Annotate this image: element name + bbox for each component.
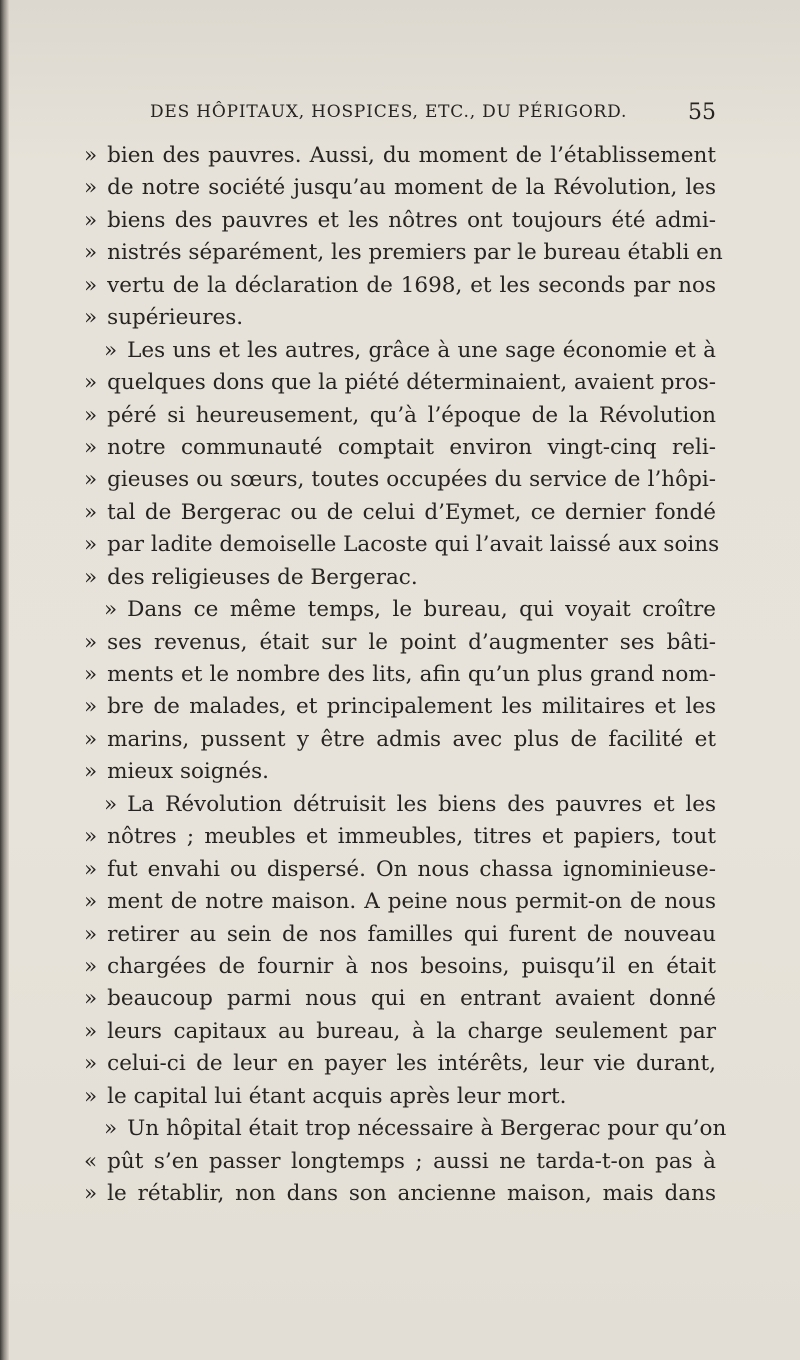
line-text: celui-ci de leur en payer les intérêts, leur vie durant, [107, 1051, 716, 1077]
line-text: Dans ce même temps, le bureau, qui voyait croître [127, 597, 716, 623]
text-line [84, 367, 716, 399]
quote-mark: » [84, 1018, 98, 1044]
text-line [84, 270, 716, 302]
line-text: chargées de fournir à nos besoins, puisqu’il en était [107, 953, 716, 979]
header-title: DES HÔPITAUX, HOSPICES, ETC., DU PÉRIGORD. [150, 102, 628, 122]
line-text: le rétablir, non dans son ancienne maison, mais dans [107, 1181, 716, 1206]
quote-mark: » [104, 791, 118, 817]
quote-mark: » [84, 402, 98, 428]
line-text: gieuses ou sœurs, toutes occupées du service de l’hôpi- [107, 467, 716, 493]
quote-mark: » [84, 370, 98, 396]
text-line [84, 854, 716, 886]
quote-mark: » [84, 726, 98, 752]
line-text: pût s’en passer longtemps ; aussi ne tarda-t-on pas à [107, 1148, 716, 1174]
quote-mark: » [84, 889, 98, 915]
text-line [84, 172, 716, 204]
line-text: retirer au sein de nos familles qui furent de nouveau [107, 921, 716, 947]
quote-mark: » [84, 564, 98, 590]
quote-mark: » [84, 532, 98, 558]
line-text: La Révolution détruisit les biens des pauvres et les [127, 791, 716, 817]
line-text: marins, pussent y être admis avec plus de facilité et [107, 726, 716, 752]
text-line [84, 400, 716, 432]
text-line [84, 789, 716, 821]
line-text: des religieuses de Bergerac. [107, 564, 418, 590]
text-line [84, 562, 716, 594]
quote-mark: » [84, 467, 98, 493]
quote-mark: » [84, 240, 98, 266]
quote-mark: » [84, 824, 98, 850]
quote-mark: » [84, 953, 98, 979]
quote-mark: » [84, 629, 98, 655]
text-line [84, 886, 716, 918]
quote-mark: » [104, 337, 118, 363]
quote-mark: » [84, 434, 98, 460]
line-text: mieux soignés. [107, 759, 270, 785]
line-text: nôtres ; meubles et immeubles, titres et papiers, tout [107, 824, 716, 850]
quote-mark: » [84, 986, 98, 1012]
text-line [84, 302, 716, 334]
line-text: nistrés séparément, les premiers par le bureau établi en [107, 240, 723, 266]
text-line [84, 237, 723, 269]
line-text: péré si heureusement, qu’à l’époque de la Révolution [107, 402, 716, 428]
text-line [84, 724, 716, 756]
quote-mark: « [84, 1148, 98, 1174]
quote-mark: » [84, 143, 98, 168]
line-text: bre de malades, et principalement les militaires et les [107, 694, 716, 720]
quote-mark: » [84, 1051, 98, 1077]
text-line [84, 497, 716, 529]
line-text: Un hôpital était trop nécessaire à Bergerac pour qu’on [127, 1116, 727, 1142]
text-line [84, 464, 716, 496]
quote-mark: » [84, 175, 98, 201]
text-line [84, 659, 716, 691]
quote-mark: » [84, 305, 98, 331]
line-text: ses revenus, était sur le point d’augmenter ses bâti- [107, 629, 716, 655]
line-text: notre communauté comptait environ vingt-cinq reli- [107, 434, 716, 460]
text-line [84, 691, 716, 723]
text-line [84, 140, 716, 172]
text-line [84, 1048, 716, 1080]
text-line [84, 1081, 716, 1113]
text-line [84, 594, 716, 626]
text-line [84, 756, 716, 788]
text-line [84, 1146, 716, 1178]
line-text: fut envahi ou dispersé. On nous chassa ignominieuse- [107, 856, 716, 882]
text-line [84, 1178, 716, 1210]
text-line [84, 1016, 716, 1048]
line-text: ments et le nombre des lits, afin qu’un plus grand nom- [107, 662, 716, 687]
line-text: Les uns et les autres, grâce à une sage économie et à [127, 337, 716, 363]
line-text: beaucoup parmi nous qui en entrant avaient donné [107, 986, 716, 1012]
quote-mark: » [104, 1116, 118, 1142]
quote-mark: » [84, 207, 98, 233]
quote-mark: » [84, 272, 98, 298]
quote-mark: » [84, 856, 98, 882]
text-line [84, 919, 716, 951]
quote-mark: » [84, 662, 98, 687]
line-text: tal de Bergerac ou de celui d’Eymet, ce dernier fondé [107, 499, 716, 525]
quote-mark: » [84, 694, 98, 720]
quote-mark: » [104, 597, 118, 623]
line-text: ment de notre maison. A peine nous permit-on de nous [107, 889, 716, 915]
text-line [84, 335, 716, 367]
quote-mark: » [84, 1181, 98, 1206]
body-text [84, 140, 727, 1210]
text-line [84, 627, 716, 659]
line-text: par ladite demoiselle Lacoste qui l’avait laissé aux soins [107, 532, 720, 558]
quote-mark: » [84, 759, 98, 785]
line-text: supérieures. [107, 305, 244, 331]
line-text: biens des pauvres et les nôtres ont toujours été admi- [107, 207, 716, 233]
text-line [84, 205, 716, 237]
text-line [84, 432, 716, 464]
quote-mark: » [84, 921, 98, 947]
text-line [84, 821, 716, 853]
line-text: bien des pauvres. Aussi, du moment de l’établissement [107, 143, 716, 168]
text-line [84, 1113, 727, 1145]
running-header [150, 100, 716, 130]
line-text: de notre société jusqu’au moment de la Révolution, les [107, 175, 716, 201]
line-text: vertu de la déclaration de 1698, et les seconds par nos [107, 272, 716, 298]
line-text: leurs capitaux au bureau, à la charge seulement par [107, 1018, 716, 1044]
line-text: quelques dons que la piété déterminaient, avaient pros- [107, 370, 717, 396]
quote-mark: » [84, 1083, 98, 1109]
text-line [84, 983, 716, 1015]
text-line [84, 951, 716, 983]
page-number: 55 [688, 100, 716, 125]
line-text: le capital lui étant acquis après leur mort. [107, 1083, 567, 1109]
page-binding-edge [0, 0, 9, 1360]
quote-mark: » [84, 499, 98, 525]
text-line [84, 529, 720, 561]
